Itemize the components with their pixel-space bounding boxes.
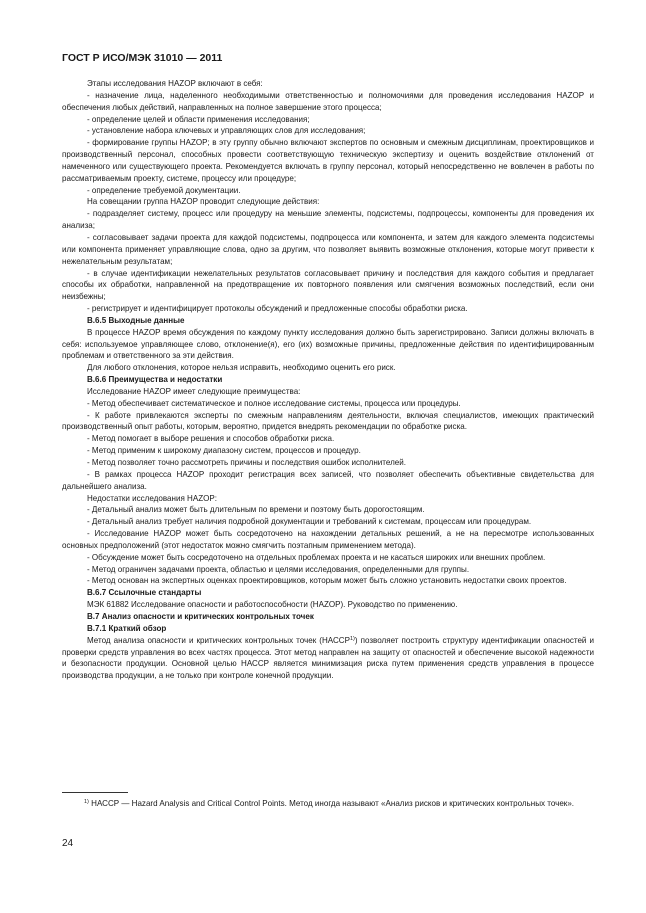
page-number: 24: [62, 838, 74, 849]
section-heading: В.6.5 Выходные данные: [87, 315, 185, 325]
paragraph: - подразделяет систему, процесс или процедуру на меньшие элементы, подсистемы, подпроцессы, компоненты для проведения их анализа;: [62, 209, 594, 231]
footnote-text: НАССР — Hazard Analysis and Critical Control Points. Метод иногда называют «Анализ рисков и критических контрольных точек».: [91, 799, 575, 808]
paragraph: - В рамках процесса HAZOP проходит регистрация всех записей, что позволяет обеспечить объективные свидетельства для дальнейшего анализа.: [62, 469, 594, 491]
paragraph: - Метод ограничен задачами проекта, областью и целями исследования, определенными для группы.: [87, 564, 470, 574]
paragraph: Исследование HAZOP имеет следующие преимущества:: [87, 386, 301, 396]
paragraph: Этапы исследования HAZOP включают в себя:: [87, 79, 263, 88]
body-text: [62, 78, 594, 682]
paragraph: - определение целей и области применения исследования;: [87, 114, 310, 124]
paragraph: Для любого отклонения, которое нельзя исправить, необходимо оценить его риск.: [87, 363, 396, 373]
footnote-divider: [62, 792, 128, 793]
paragraph: - назначение лица, наделенного необходимыми ответственностью и полномочиями для проведения исследования HAZOP и обеспечения любых действий, направленных на полное завершение этого процесса;: [62, 90, 594, 112]
paragraph: В процессе HAZOP время обсуждения по каждому пункту исследования должно быть зарегистрировано. Записи должны включать в себя: используемое управляющее слово, отклонение(я), его (их) возможные причины, предложенные действия по идентифицированным проблемам и ответственного за эти действия.: [62, 327, 594, 361]
paragraph: - Исследование HAZOP может быть сосредоточено на нахождении детальных решений, а не на пересмотре использованных основных предположений (этот недостаток можно смягчить поэтапным применением метода).: [62, 529, 594, 550]
paragraph: - определение требуемой документации.: [87, 185, 241, 195]
paragraph: - Метод применим к широкому диапазону систем, процессов и процедур.: [87, 446, 361, 456]
paragraph: - К работе привлекаются эксперты по смежным направлениям деятельности, включая специалистов, имеющих практический производственный опыт работы, которым, вероятно, придется внедрять рекомендации по обработке риска.: [62, 410, 594, 432]
paragraph: Недостатки исследования HAZOP:: [87, 493, 217, 503]
section-heading: В.6.6 Преимущества и недостатки: [87, 375, 223, 385]
paragraph: МЭК 61882 Исследование опасности и работоспособности (HAZOP). Руководство по применению.: [87, 600, 458, 610]
paragraph: - Метод основан на экспертных оценках проектировщиков, которым может быть сложно установить недостатки своих проектов.: [87, 576, 567, 586]
paragraph: - регистрирует и идентифицирует протоколы обсуждений и предложенные способы обработки риска.: [87, 304, 468, 314]
paragraph: - Метод позволяет точно рассмотреть причины и последствия ошибок исполнителей.: [87, 458, 406, 467]
paragraph: - Детальный анализ может быть длительным по времени и поэтому быть дорогостоящим.: [87, 505, 425, 515]
paragraph-last: Метод анализа опасности и критических контрольных точек (НАССР$^{1)}$) позволяет построить структуру идентификации опасностей и проверки средств управления во всех частях процесса. Этот метод направлен на защиту от опасностей и обеспечение высокой надежности и безопасности продукции. Основной целью НАССР является минимизация риска путем применения средств управления в процессе производства продукции, а не только при контроле конечной продукции.: [62, 635, 594, 681]
paragraph: - формирование группы HAZOP; в эту группу обычно включают экспертов по основным и смежным дисциплинам, проектировщиков и производственный персонал, способных провести соответствующую техническую экспертизу и оценить воздействие отклонений от намеченного или существующего проекта. Рекомендуется включать в группу персонал, который непосредственно не вовлечен в работы по рассматриваемым проекту, системе, процессу или процедуре;: [62, 138, 594, 183]
footnote-ref[interactable]: 1): [349, 635, 355, 642]
section-heading: В.6.7 Ссылочные стандарты: [87, 588, 202, 598]
paragraph: - Метод обеспечивает систематическое и полное исследование системы, процесса или процедуры.: [87, 398, 461, 408]
footnote: [62, 798, 594, 810]
section-heading: В.7 Анализ опасности и критических контрольных точек: [87, 611, 314, 621]
footnote-marker: 1): [84, 799, 89, 805]
paragraph: - согласовывает задачи проекта для каждой подсистемы, подпроцесса или компонента, и затем для каждого элемента подсистемы или компонента применяет управляющие слова, одно за другим, что позволяет выявить возможные отклонения, которые могут привести к нежелательным результатам;: [62, 232, 594, 266]
paragraph: - Обсуждение может быть сосредоточено на отдельных проблемах проекта и не касаться широких или внешних проблем.: [87, 552, 546, 562]
paragraph: На совещании группа HAZOP проводит следующие действия:: [87, 197, 320, 207]
paragraph: - установление набора ключевых и управляющих слов для исследования;: [87, 126, 366, 136]
section-heading: В.7.1 Краткий обзор: [87, 623, 167, 633]
paragraph: - в случае идентификации нежелательных результатов согласовывает причину и последствия для каждого события и предлагает способы их обработки, направленной на предотвращение их повторного появления или смягчения возможных последствий, если они неизбежны;: [62, 268, 594, 302]
paragraph: - Метод помогает в выборе решения и способов обработки риска.: [87, 434, 335, 444]
document-header: ГОСТ Р ИСО/МЭК 31010 — 2011: [62, 52, 223, 64]
paragraph: - Детальный анализ требует наличия подробной документации и требований к системам, процессам или процедурам.: [87, 517, 532, 527]
